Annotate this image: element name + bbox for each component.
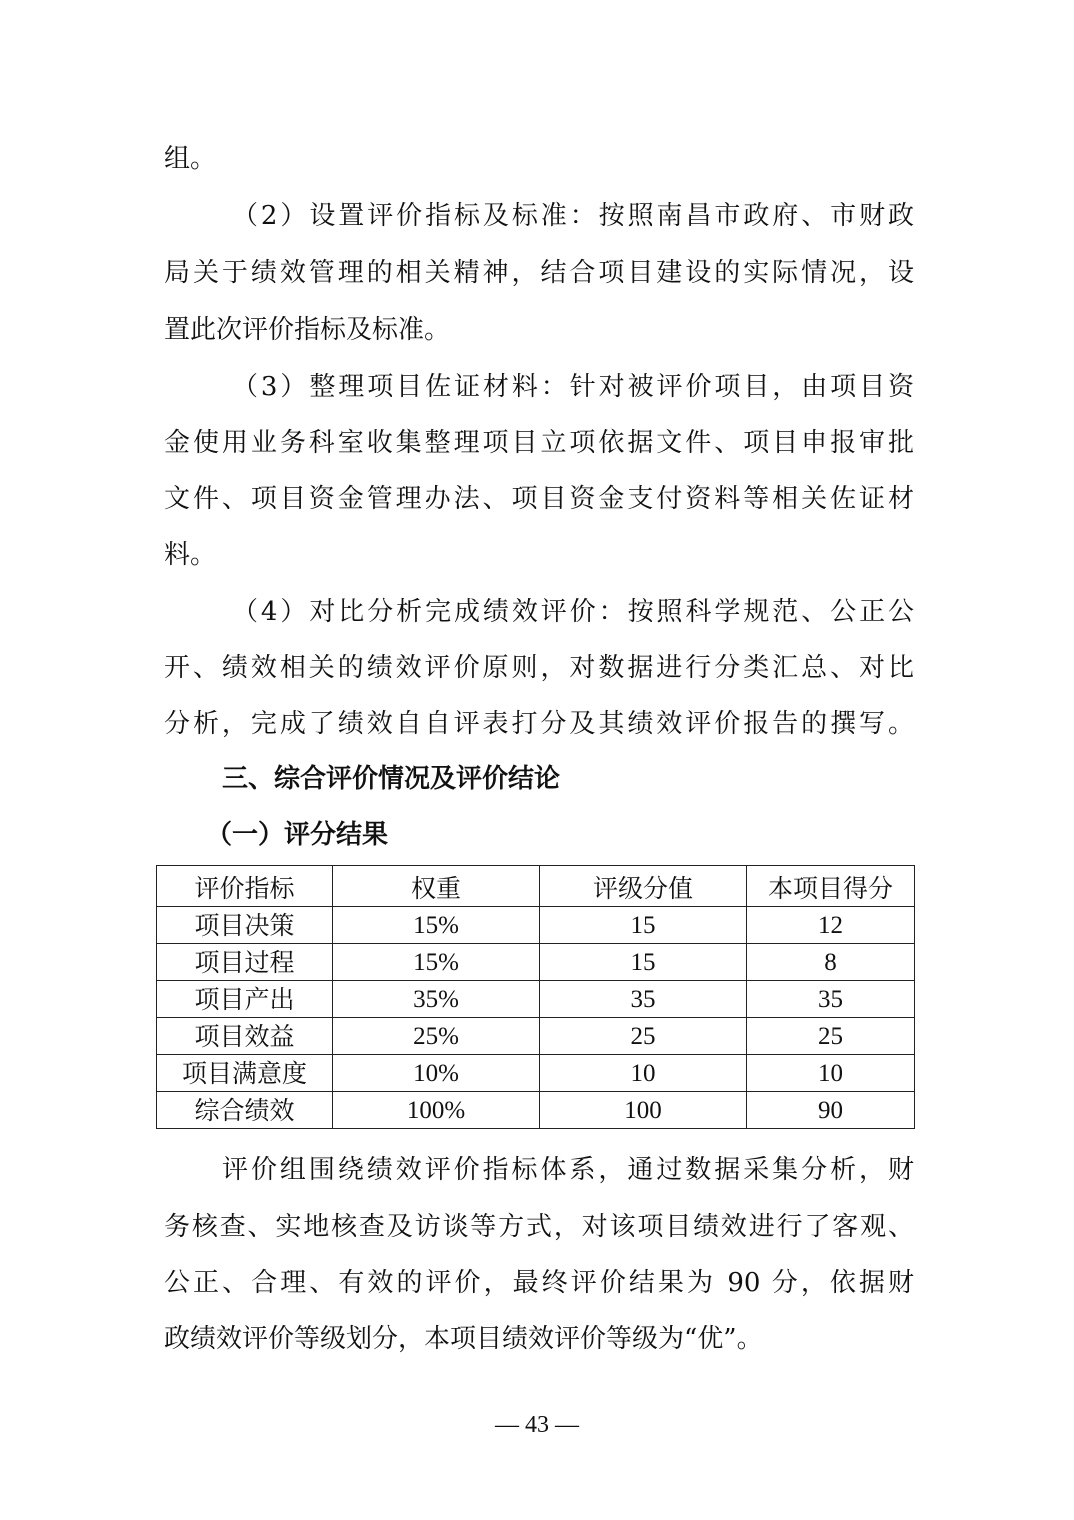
project-score-cell: 12 [747, 907, 915, 944]
indicator-cell: 项目过程 [157, 944, 333, 981]
indicator-cell: 项目产出 [157, 981, 333, 1018]
weight-cell: 100% [333, 1092, 540, 1129]
score-value-cell: 35 [540, 981, 747, 1018]
indicator-cell: 综合绩效 [157, 1092, 333, 1129]
project-score-cell: 10 [747, 1055, 915, 1092]
paragraph-line: 局关于绩效管理的相关精神，结合项目建设的实际情况，设 [164, 258, 914, 288]
project-score-cell: 35 [747, 981, 915, 1018]
section-heading: 三、综合评价情况及评价结论 [222, 764, 561, 794]
paragraph-line: 文件、项目资金管理办法、项目资金支付资料等相关佐证材 [164, 484, 914, 514]
header-cell: 评级分值 [540, 866, 747, 907]
weight-cell: 25% [333, 1018, 540, 1055]
paragraph-line: 开、绩效相关的绩效评价原则，对数据进行分类汇总、对比 [164, 653, 914, 683]
table-row [157, 981, 915, 1018]
weight-cell: 15% [333, 944, 540, 981]
paragraph-line: （4）对比分析完成绩效评价：按照科学规范、公正公 [232, 597, 914, 627]
header-cell: 权重 [333, 866, 540, 907]
score-value-cell: 10 [540, 1055, 747, 1092]
paragraph-line: 评价组围绕绩效评价指标体系，通过数据采集分析，财 [222, 1155, 914, 1185]
score-value-cell: 15 [540, 944, 747, 981]
paragraph-line: 务核查、实地核查及访谈等方式，对该项目绩效进行了客观、 [164, 1212, 914, 1242]
weight-cell: 35% [333, 981, 540, 1018]
paragraph-line: 分析，完成了绩效自自评表打分及其绩效评价报告的撰写。 [164, 709, 914, 739]
page-number: — 43 — [495, 1412, 579, 1438]
indicator-cell: 项目满意度 [157, 1055, 333, 1092]
project-score-cell: 8 [747, 944, 915, 981]
score-value-cell: 15 [540, 907, 747, 944]
table-row [157, 907, 915, 944]
paragraph-line: 置此次评价指标及标准。 [164, 315, 451, 345]
paragraph-line: 金使用业务科室收集整理项目立项依据文件、项目申报审批 [164, 428, 914, 458]
weight-cell: 15% [333, 907, 540, 944]
table-row [157, 944, 915, 981]
indicator-cell: 项目决策 [157, 907, 333, 944]
table-row [157, 1055, 915, 1092]
paragraph-line: 料。 [164, 540, 217, 570]
weight-cell: 10% [333, 1055, 540, 1092]
table-header-row [157, 866, 915, 907]
score-value-cell: 25 [540, 1018, 747, 1055]
subsection-heading: （一）评分结果 [206, 820, 389, 850]
header-cell: 本项目得分 [747, 866, 915, 907]
paragraph-line: 组。 [164, 144, 217, 174]
indicator-cell: 项目效益 [157, 1018, 333, 1055]
paragraph-line: 政绩效评价等级划分，本项目绩效评价等级为“优”。 [164, 1324, 763, 1354]
paragraph-line: （3）整理项目佐证材料：针对被评价项目，由项目资 [232, 372, 914, 402]
table-row [157, 1092, 915, 1129]
project-score-cell: 90 [747, 1092, 915, 1129]
score-value-cell: 100 [540, 1092, 747, 1129]
project-score-cell: 25 [747, 1018, 915, 1055]
header-cell: 评价指标 [157, 866, 333, 907]
paragraph-line: 公正、合理、有效的评价，最终评价结果为 90 分，依据财 [164, 1268, 914, 1298]
paragraph-line: （2）设置评价指标及标准：按照南昌市政府、市财政 [232, 201, 914, 231]
table-row [157, 1018, 915, 1055]
score-table [156, 865, 915, 1129]
